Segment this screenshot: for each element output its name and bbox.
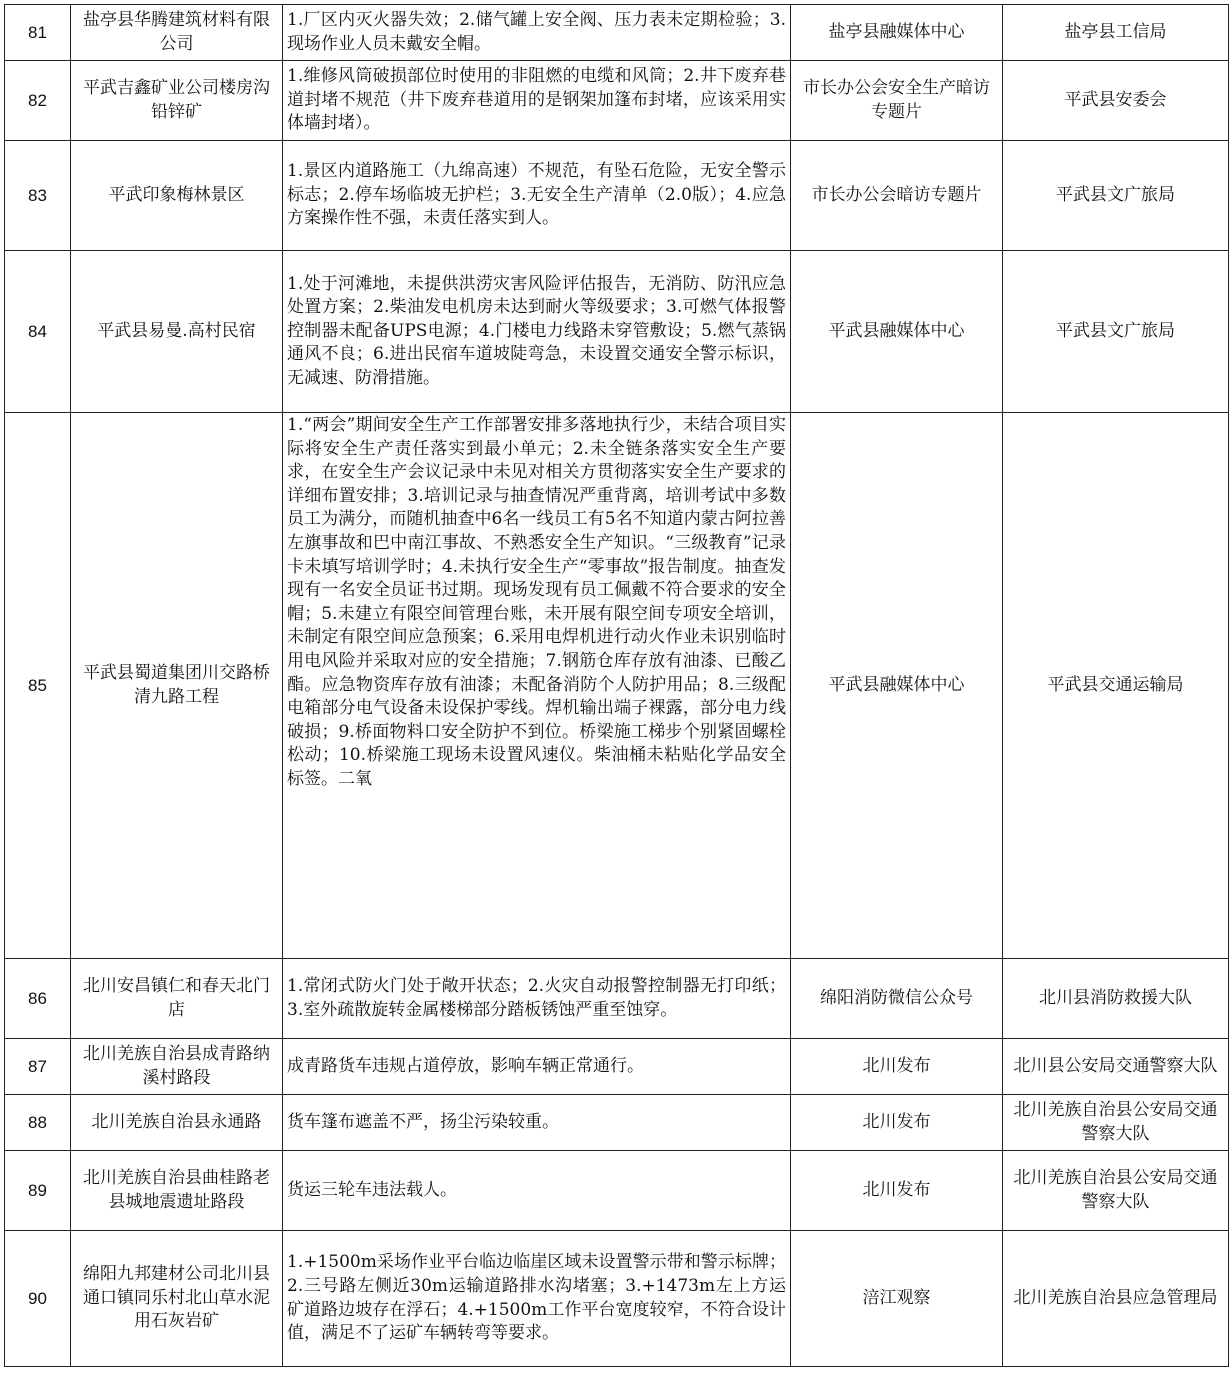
unit-name: 北川羌族自治县成青路纳溪村路段 <box>71 1039 283 1095</box>
table-row <box>5 141 1229 251</box>
unit-name: 平武县蜀道集团川交路桥清九路工程 <box>71 413 283 959</box>
table-row <box>5 1095 1229 1151</box>
table-row <box>5 251 1229 413</box>
issue-cell <box>283 413 791 959</box>
table-row <box>5 1151 1229 1231</box>
unit-name: 绵阳九邦建材公司北川县通口镇同乐村北山草水泥用石灰岩矿 <box>71 1231 283 1367</box>
row-number: 85 <box>5 413 71 959</box>
responsible-dept: 北川羌族自治县公安局交通警察大队 <box>1003 1095 1229 1151</box>
unit-name: 盐亭县华腾建筑材料有限公司 <box>71 5 283 61</box>
issue-text: 1.常闭式防火门处于敞开状态；2.火灾自动报警控制器无打印纸；3.室外疏散旋转金属楼梯部分踏板锈蚀严重至蚀穿。 <box>283 959 791 1039</box>
responsible-dept: 平武县交通运输局 <box>1003 413 1229 959</box>
unit-name: 北川羌族自治县曲桂路老县城地震遗址路段 <box>71 1151 283 1231</box>
responsible-dept: 平武县文广旅局 <box>1003 141 1229 251</box>
row-number: 88 <box>5 1095 71 1151</box>
table-row <box>5 61 1229 141</box>
issue-text: 货车篷布遮盖不严，扬尘污染较重。 <box>283 1095 791 1151</box>
row-number: 83 <box>5 141 71 251</box>
source-name: 盐亭县融媒体中心 <box>791 5 1003 61</box>
source-name: 北川发布 <box>791 1095 1003 1151</box>
unit-name: 平武印象梅林景区 <box>71 141 283 251</box>
unit-name: 平武县易曼.高村民宿 <box>71 251 283 413</box>
issue-text: 1.处于河滩地，未提供洪涝灾害风险评估报告，无消防、防汛应急处置方案；2.柴油发电机房未达到耐火等级要求；3.可燃气体报警控制器未配备UPS电源；4.门楼电力线路未穿管敷设；5.燃气蒸锅通风不良；6.进出民宿车道坡陡弯急，未设置交通安全警示标识，无减速、防滑措施。 <box>283 251 791 413</box>
row-number: 87 <box>5 1039 71 1095</box>
unit-name: 北川安昌镇仁和春天北门店 <box>71 959 283 1039</box>
issue-text: 成青路货车违规占道停放，影响车辆正常通行。 <box>283 1039 791 1095</box>
row-number: 89 <box>5 1151 71 1231</box>
source-name: 市长办公会暗访专题片 <box>791 141 1003 251</box>
issue-text: 1.维修风筒破损部位时使用的非阻燃的电缆和风筒；2.井下废弃巷道封堵不规范（井下废弃巷道用的是钢架加篷布封堵，应该采用实体墙封堵）。 <box>283 61 791 141</box>
source-name: 北川发布 <box>791 1039 1003 1095</box>
responsible-dept: 盐亭县工信局 <box>1003 5 1229 61</box>
responsible-dept: 北川羌族自治县应急管理局 <box>1003 1231 1229 1367</box>
issue-text: 1.景区内道路施工（九绵高速）不规范，有坠石危险，无安全警示标志；2.停车场临坡无护栏；3.无安全生产清单（2.0版）；4.应急方案操作性不强，未责任落实到人。 <box>283 141 791 251</box>
issue-text: 1.厂区内灭火器失效；2.储气罐上安全阀、压力表未定期检验；3.现场作业人员未戴安全帽。 <box>283 5 791 61</box>
table-row <box>5 1231 1229 1367</box>
responsible-dept: 平武县文广旅局 <box>1003 251 1229 413</box>
responsible-dept: 北川羌族自治县公安局交通警察大队 <box>1003 1151 1229 1231</box>
table-row <box>5 413 1229 959</box>
row-number: 82 <box>5 61 71 141</box>
row-number: 81 <box>5 5 71 61</box>
issue-text: 货运三轮车违法载人。 <box>283 1151 791 1231</box>
source-name: 涪江观察 <box>791 1231 1003 1367</box>
row-number: 90 <box>5 1231 71 1367</box>
source-name: 绵阳消防微信公众号 <box>791 959 1003 1039</box>
table-row <box>5 959 1229 1039</box>
source-name: 平武县融媒体中心 <box>791 251 1003 413</box>
responsible-dept: 北川县消防救援大队 <box>1003 959 1229 1039</box>
issue-text: 1.“两会”期间安全生产工作部署安排多落地执行少，未结合项目实际将安全生产责任落实到最小单元；2.未全链条落实安全生产要求，在安全生产会议记录中未见对相关方贯彻落实安全生产要求的详细布置安排；3.培训记录与抽查情况严重背离，培训考试中多数员工为满分，而随机抽查中6名一线员工有5名不知道内蒙古阿拉善左旗事故和巴中南江事故、不熟悉安全生产知识。“三级教育”记录卡未填写培训学时；4.未执行安全生产“零事故”报告制度。抽查发现有一名安全员证书过期。现场发现有员工佩戴不符合要求的安全帽；5.未建立有限空间管理台账，未开展有限空间专项安全培训，未制定有限空间应急预案；6.采用电焊机进行动火作业未识别临时用电风险并采取对应的安全措施；7.钢筋仓库存放有油漆、已酸乙酯。应急物资库存放有油漆；未配备消防个人防护用品；8.三级配电箱部分电气设备未设保护零线。焊机输出端子裸露，部分电力线破损；9.桥面物料口安全防护不到位。桥梁施工梯步个别紧固螺栓松动；10.桥梁施工现场未设置风速仪。柴油桶未粘贴化学品安全标签。二氧 <box>287 415 786 789</box>
row-number: 84 <box>5 251 71 413</box>
responsible-dept: 北川县公安局交通警察大队 <box>1003 1039 1229 1095</box>
table-row <box>5 1039 1229 1095</box>
unit-name: 平武吉鑫矿业公司楼房沟铅锌矿 <box>71 61 283 141</box>
table-row <box>5 5 1229 61</box>
unit-name: 北川羌族自治县永通路 <box>71 1095 283 1151</box>
source-name: 北川发布 <box>791 1151 1003 1231</box>
issue-text: 1.+1500m采场作业平台临边临崖区域未设置警示带和警示标牌；2.三号路左侧近30m运输道路排水沟堵塞；3.+1473m左上方运矿道路边坡存在浮石；4.+1500m工作平台宽度较窄，不符合设计值，满足不了运矿车辆转弯等要求。 <box>283 1231 791 1367</box>
hazard-table <box>4 4 1229 1367</box>
source-name: 市长办公会安全生产暗访专题片 <box>791 61 1003 141</box>
source-name: 平武县融媒体中心 <box>791 413 1003 959</box>
responsible-dept: 平武县安委会 <box>1003 61 1229 141</box>
row-number: 86 <box>5 959 71 1039</box>
